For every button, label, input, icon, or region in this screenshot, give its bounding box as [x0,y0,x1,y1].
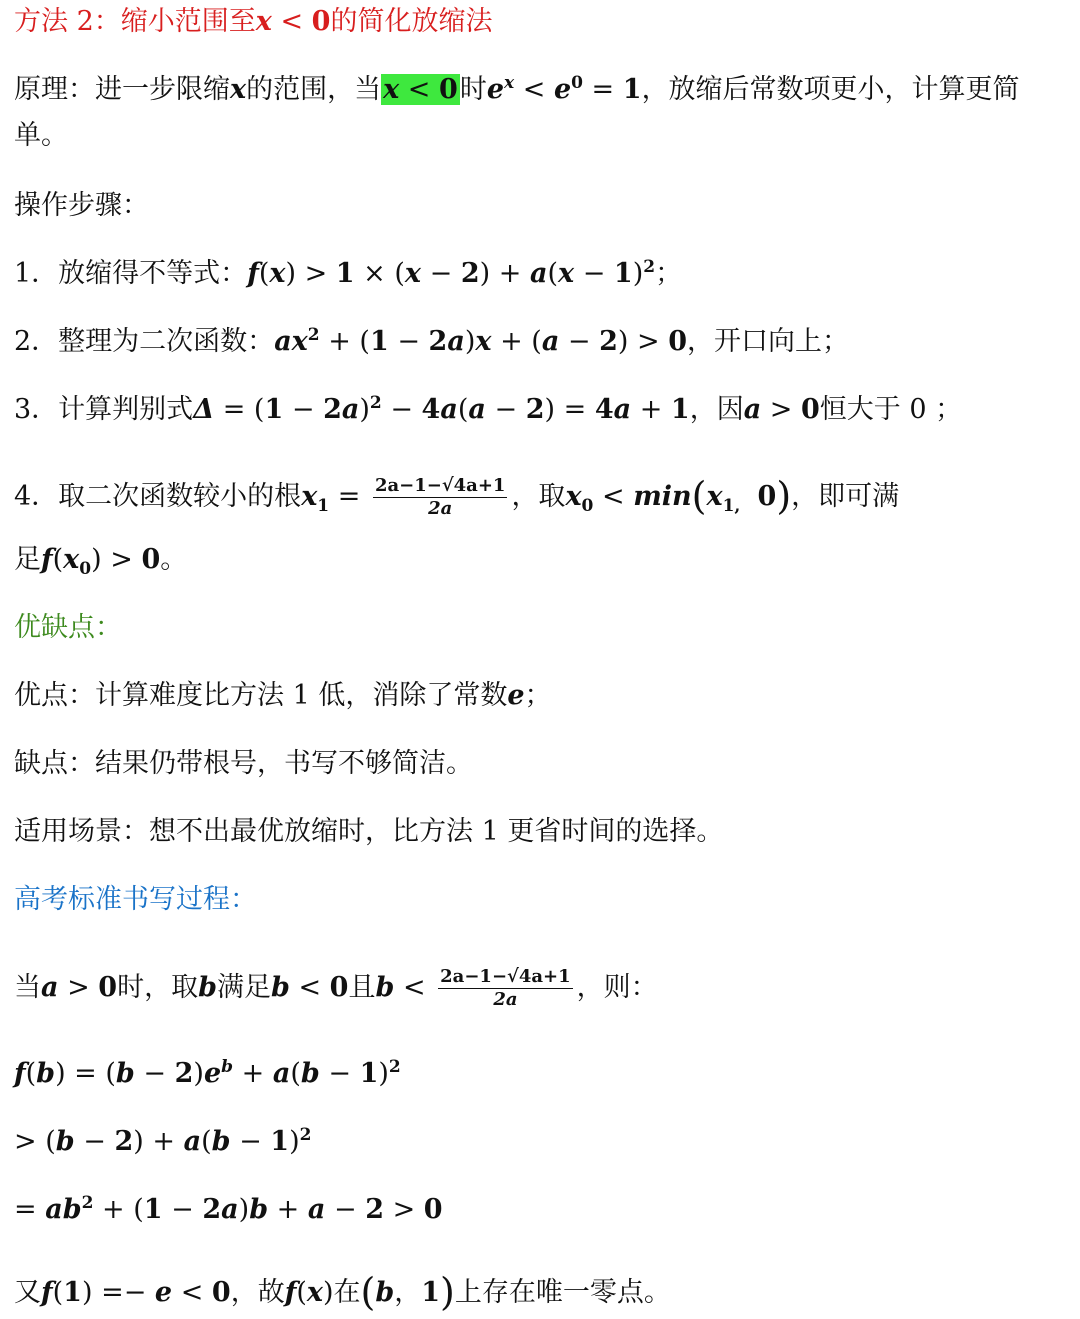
principle-label: 原理： [14,74,95,105]
step-3: 3．计算判别式$\Delta = (1 - 2a)^2 - 4a(a - 2) = 4a + 1$，因a > 0恒大于 0 ； [14,393,963,425]
standard-label: 高考标准书写过程： [14,884,257,915]
principle-line: 原理：进一步限缩x的范围，当x < 0时$e^x < e^0 = 1$，放缩后常数项更小，计算更简 [14,73,1020,105]
step-1: 1．放缩得不等式：$f(x) > 1 \times (x - 2) + a(x - 1)^2$； [14,257,683,289]
pros-line: 优点：计算难度比方法 1 低，消除了常数e； [14,680,552,711]
proof-line-1: $f(b) = (b - 2)e^b + a(b - 1)^2$ [14,1057,401,1089]
proof-fraction: $\frac{2a-1-√4a+1}{2a}$ [440,966,571,1010]
method-title: 方法 2：缩小范围至x < 0的简化放缩法 [14,6,493,37]
method-title-text-a: 方法 2：缩小范围至 [14,6,256,37]
cons-line: 缺点：结果仍带根号，书写不够简洁。 [14,748,473,779]
principle-line-2: 单。 [14,120,68,151]
proof-final: 又f(1) =− e < 0，故f(x)在(b，1)上存在唯一零点。 [14,1270,671,1314]
pros-cons-label: 优缺点： [14,612,122,643]
highlight-condition: x < 0 [383,74,458,105]
root-fraction: $\frac{2a-1-√4a+1}{2a}$ [374,475,506,519]
step-4-line-2: 足$f(x_0) > 0$。 [14,544,188,579]
step-2: 2．整理为二次函数：$ax^2 + (1 - 2a)x + (a - 2) > 0$，开口向上； [14,325,850,357]
step-4: 4．取二次函数较小的根$x_1$ = $\frac{2a-1-√4a+1}{2a}$ ，取$x_0 < \min(x_{1,}$ 0)，即可满 [14,474,900,519]
proof-line-2: > $(b - 2) + a(b - 1)^2$ [14,1125,312,1157]
proof-line-3: = $ab^2 + (1 - 2a)b + a - 2 > 0$ [14,1193,443,1225]
steps-label: 操作步骤： [14,190,149,221]
scenario-line: 适用场景：想不出最优放缩时，比方法 1 更省时间的选择。 [14,816,724,847]
proof-intro: 当a > 0时，取b满足b < 0且b < $\frac{2a-1-√4a+1}{2a}$ ，则： [14,966,658,1010]
